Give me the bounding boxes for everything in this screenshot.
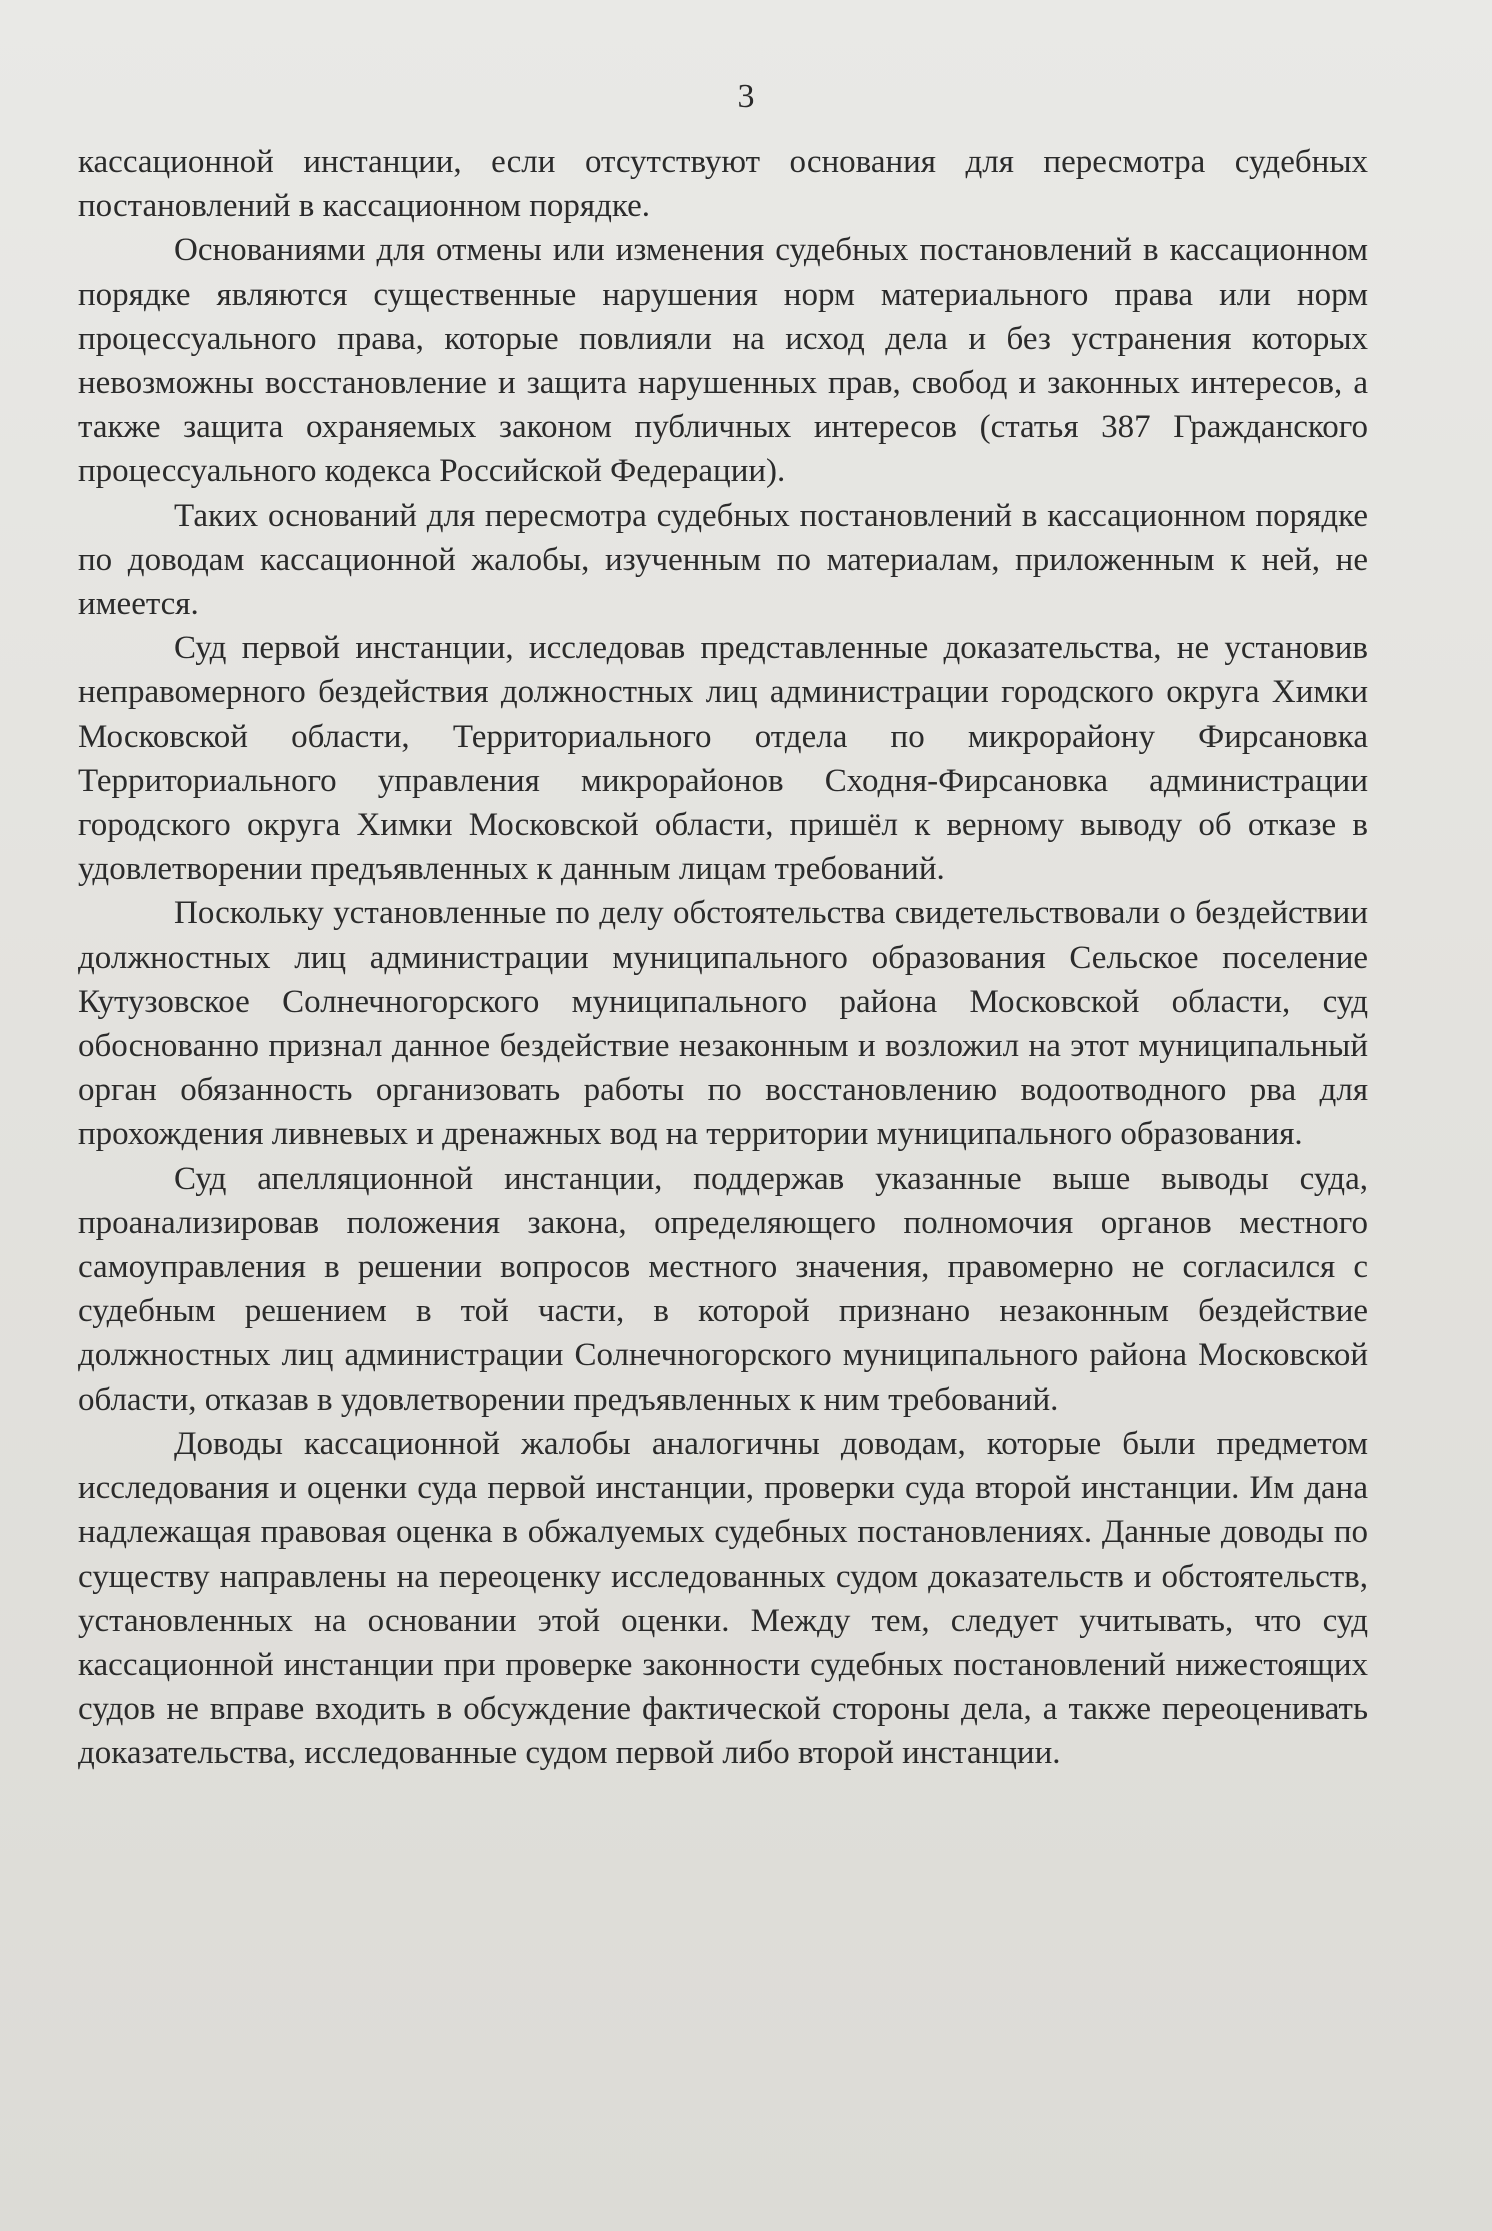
document-body	[78, 140, 1368, 1776]
paragraph: Таких оснований для пересмотра судебных постановлений в кассационном порядке по доводам кассационной жалобы, изученным по материалам, приложенным к ней, не имеется.	[78, 497, 1368, 623]
paragraph: Поскольку установленные по делу обстоятельства свидетельствовали о бездействии должностных лиц администрации муниципального образования Сельское поселение Кутузовское Солнечногорского муниципального района Московской области, суд обоснованно признал данное бездействие незаконным и возложил на этот муниципальный орган обязанность организовать работы по восстановлению водоотводного рва для прохождения ливневых и дренажных вод на территории муниципального образования.	[78, 895, 1368, 1153]
paragraph: Основаниями для отмены или изменения судебных постановлений в кассационном порядке являются существенные нарушения норм материального права или норм процессуального права, которые повлияли на исход дела и без устранения которых невозможны восстановление и защита нарушенных прав, свобод и законных интересов, а также защита охраняемых законом публичных интересов (статья 387 Гражданского процессуального кодекса Российской Федерации).	[78, 232, 1368, 490]
paragraph: Суд первой инстанции, исследовав представленные доказательства, не установив неправомерного бездействия должностных лиц администрации городского округа Химки Московской области, Территориального отдела по микрорайону Фирсановка Территориального управления микрорайонов Сходня-Фирсановка администрации городского округа Химки Московской области, пришёл к верному выводу об отказе в удовлетворении предъявленных к данным лицам требований.	[78, 630, 1368, 888]
paragraph: Доводы кассационной жалобы аналогичны доводам, которые были предметом исследования и оценки суда первой инстанции, проверки суда второй инстанции. Им дана надлежащая правовая оценка в обжалуемых судебных постановлениях. Данные доводы по существу направлены на переоценку исследованных судом доказательств и обстоятельств, установленных на основании этой оценки. Между тем, следует учитывать, что суд кассационной инстанции при проверке законности судебных постановлений нижестоящих судов не вправе входить в обсуждение фактической стороны дела, а также переоценивать доказательства, исследованные судом первой либо второй инстанции.	[78, 1425, 1368, 1772]
paragraph-continuation: кассационной инстанции, если отсутствуют основания для пересмотра судебных постановлений в кассационном порядке.	[78, 144, 1368, 225]
page-number: 3	[737, 78, 755, 115]
paragraph: Суд апелляционной инстанции, поддержав указанные выше выводы суда, проанализировав положения закона, определяющего полномочия органов местного самоуправления в решении вопросов местного значения, правомерно не согласился с судебным решением в той части, в которой признано незаконным бездействие должностных лиц администрации Солнечногорского муниципального района Московской области, отказав в удовлетворении предъявленных к ним требований.	[78, 1160, 1368, 1418]
